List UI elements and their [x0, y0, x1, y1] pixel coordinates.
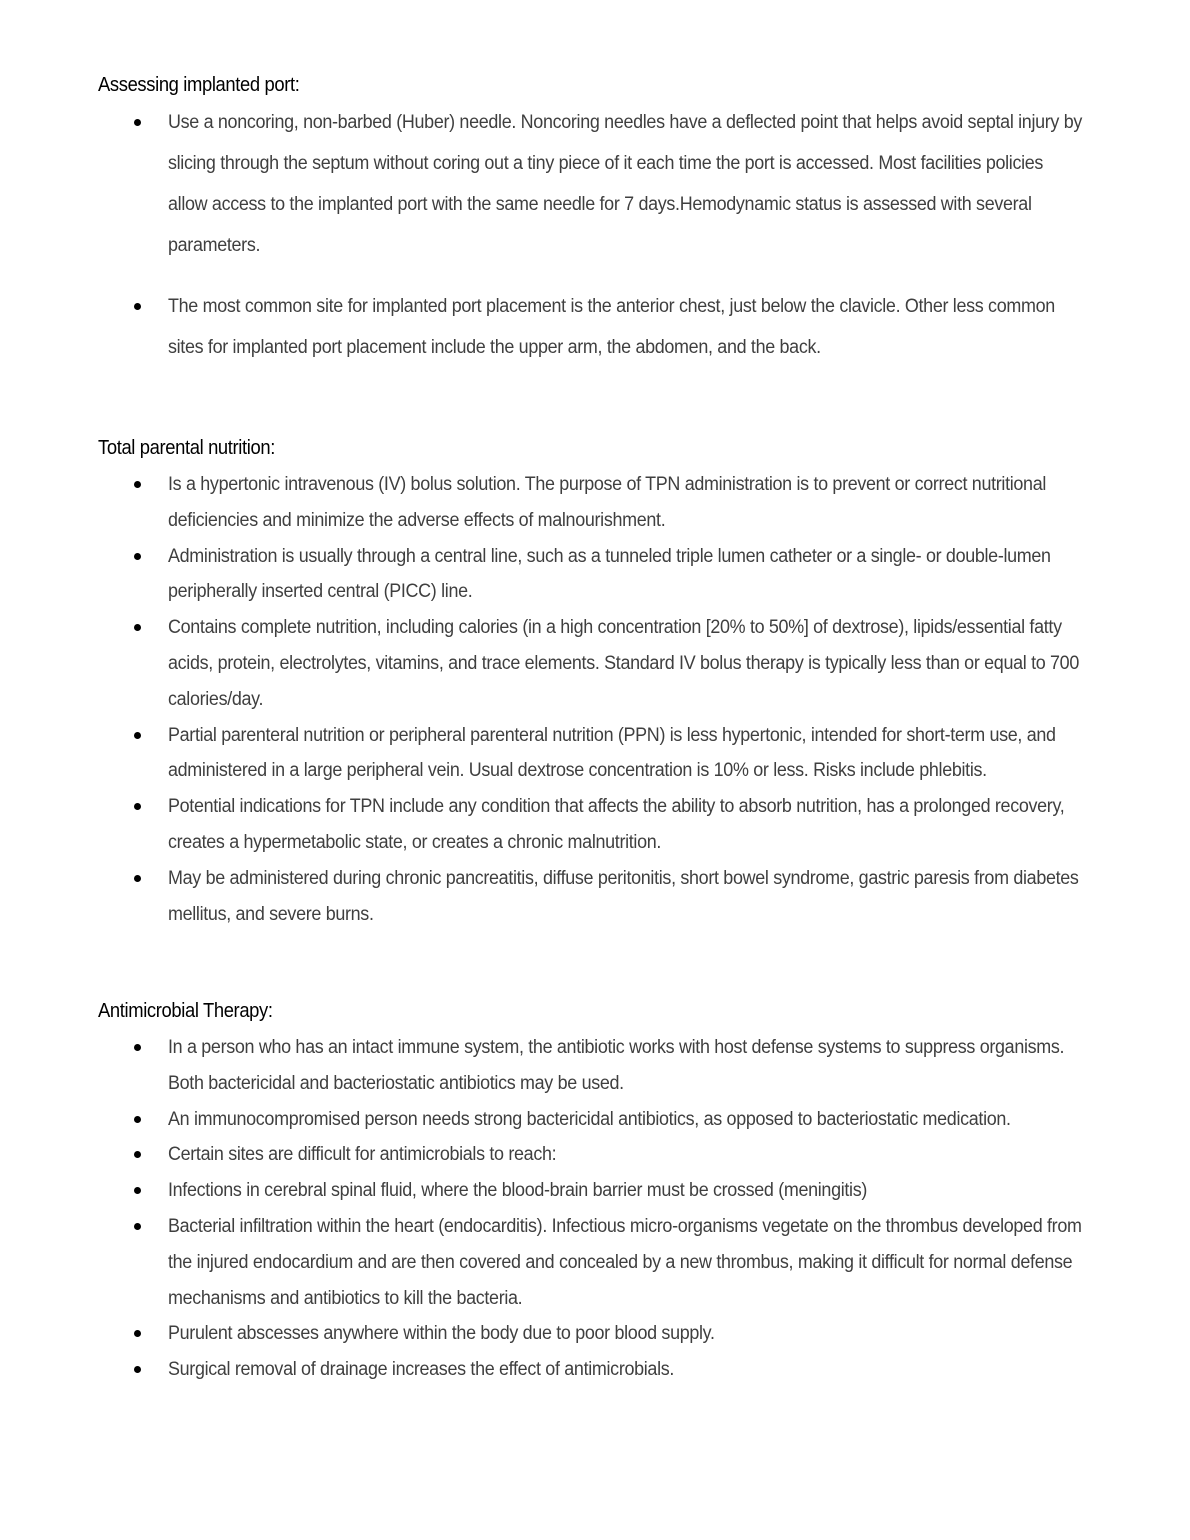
bullet-icon: [134, 732, 141, 739]
bullet-list-antimicrobial: [0, 1030, 1168, 1388]
list-item: [0, 861, 1168, 933]
bullet-icon: [134, 803, 141, 810]
bullet-icon: [134, 1366, 141, 1373]
list-item-text: Is a hypertonic intravenous (IV) bolus solution. The purpose of TPN administration is to prevent or correct nutritional deficiencies and minimize the adverse effects of malnourishment.: [168, 473, 1047, 531]
bullet-icon: [134, 1223, 141, 1230]
bullet-icon: [134, 553, 141, 560]
list-item: [0, 718, 1168, 790]
list-item: [0, 286, 1168, 368]
list-item: [0, 789, 1168, 861]
bullet-icon: [134, 875, 141, 882]
section-heading-assessing-implanted-port: Assessing implanted port:: [98, 74, 300, 96]
list-item: [0, 1137, 1168, 1173]
list-item-text: An immunocompromised person needs strong bactericidal antibiotics, as opposed to bacteriostatic medication.: [168, 1107, 1011, 1130]
bullet-icon: [134, 1187, 141, 1194]
bullet-list-implanted-port: [0, 102, 1168, 368]
list-item-text: Certain sites are difficult for antimicrobials to reach:: [168, 1143, 557, 1166]
list-item-text: Infections in cerebral spinal fluid, where the blood-brain barrier must be crossed (meningitis): [168, 1179, 868, 1202]
list-item: [0, 467, 1168, 539]
bullet-icon: [134, 624, 141, 631]
bullet-icon: [134, 1116, 141, 1123]
list-item-text: Contains complete nutrition, including calories (in a high concentration [20% to 50%] of dextrose), lipids/essential fatty acids, protein, electrolytes, vitamins, and trace elements. Standard IV bolus therapy is typically less than or equal to 700 calories/day.: [168, 616, 1079, 710]
list-item: [0, 1352, 1168, 1388]
list-item-text: Partial parenteral nutrition or peripheral parenteral nutrition (PPN) is less hypertonic, intended for short-term use, and administered in a large peripheral vein. Usual dextrose concentration is 10% or less. Risks include phlebitis.: [168, 723, 1056, 782]
list-item: [0, 102, 1168, 266]
bullet-icon: [134, 119, 141, 126]
list-item: [0, 539, 1168, 611]
bullet-icon: [134, 1151, 141, 1158]
bullet-icon: [134, 1044, 141, 1051]
list-item: [0, 610, 1168, 717]
section-heading-antimicrobial-therapy: Antimicrobial Therapy:: [98, 1000, 273, 1022]
list-item-text: Bacterial infiltration within the heart (endocarditis). Infectious micro-organisms vegetate on the thrombus developed from the injured endocardium and are then covered and concealed by a new thrombus, making it difficult for normal defense mechanisms and antibiotics to kill the bacteria.: [168, 1214, 1082, 1309]
list-item-text: The most common site for implanted port placement is the anterior chest, just below the clavicle. Other less common sites for implanted port placement include the upper arm, the abdomen, and the back.: [168, 295, 1055, 358]
list-item-text: May be administered during chronic pancreatitis, diffuse peritonitis, short bowel syndrome, gastric paresis from diabetes mellitus, and severe burns.: [168, 866, 1079, 925]
list-item-text: Surgical removal of drainage increases the effect of antimicrobials.: [168, 1358, 675, 1381]
bullet-icon: [134, 1330, 141, 1337]
list-item: [0, 1102, 1168, 1138]
list-item: [0, 1030, 1168, 1102]
bullet-icon: [134, 303, 141, 310]
list-item: [0, 1173, 1168, 1209]
list-item-text: Use a noncoring, non-barbed (Huber) needle. Noncoring needles have a deflected point that helps avoid septal injury by slicing through the septum without coring out a tiny piece of it each time the port is accessed. Most facilities policies allow access to the implanted port with the same needle for 7 days.Hemodynamic status is assessed with several parameters.: [168, 111, 1083, 256]
list-item: [0, 1316, 1168, 1352]
bullet-list-tpn: [0, 467, 1168, 932]
list-item-text: Potential indications for TPN include any condition that affects the ability to absorb nutrition, has a prolonged recovery, creates a hypermetabolic state, or creates a chronic malnutrition.: [168, 795, 1065, 853]
list-item-text: Administration is usually through a central line, such as a tunneled triple lumen catheter or a single- or double-lumen peripherally inserted central (PICC) line.: [168, 544, 1051, 603]
list-item-text: Purulent abscesses anywhere within the body due to poor blood supply.: [168, 1322, 715, 1345]
list-item: [0, 1209, 1168, 1316]
section-heading-total-parental-nutrition: Total parental nutrition:: [98, 437, 275, 459]
list-item-text: In a person who has an intact immune system, the antibiotic works with host defense systems to suppress organisms. Both bactericidal and bacteriostatic antibiotics may be used.: [168, 1036, 1065, 1094]
bullet-icon: [134, 481, 141, 488]
